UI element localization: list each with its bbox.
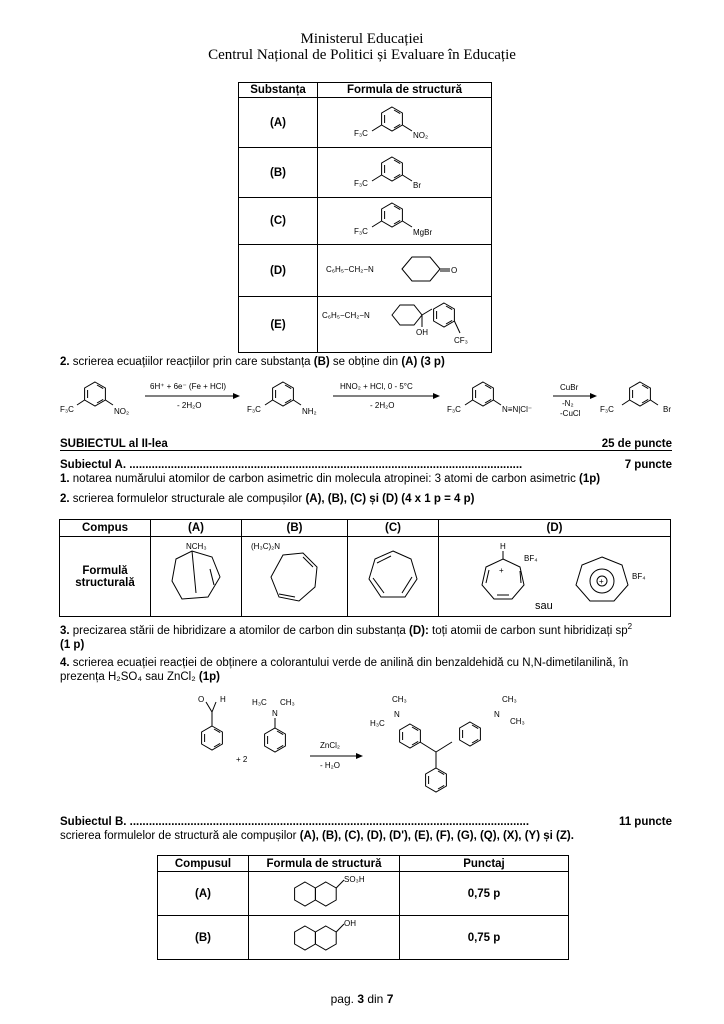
svg-text:- 2H₂O: - 2H₂O	[177, 401, 202, 410]
svg-text:-N₂: -N₂	[562, 399, 574, 408]
svg-text:ZnCl₂: ZnCl₂	[320, 741, 340, 750]
svg-text:+: +	[598, 577, 604, 586]
svg-text:+ 2: + 2	[236, 755, 248, 764]
subA-item1: 1. notarea numărului atomilor de carbon asimetric din molecula atropinei: 3 atomi de carbon asimetric (1p)	[60, 473, 601, 485]
svg-text:CH₃: CH₃	[510, 717, 525, 726]
col-substanta: Substanța	[239, 83, 318, 98]
svg-text:H: H	[499, 542, 506, 551]
svg-text:6H⁺ + 6e⁻ (Fe + HCl): 6H⁺ + 6e⁻ (Fe + HCl)	[150, 382, 227, 391]
svg-text:CuBr: CuBr	[560, 383, 579, 392]
row-label-a: (A)	[239, 98, 318, 148]
formula-c	[318, 198, 492, 245]
row-label-formula: Formulă structurală	[60, 537, 151, 617]
f3c-c: F₃C	[353, 227, 368, 236]
svg-text:F₃C: F₃C	[247, 405, 261, 414]
svg-text:CH₃: CH₃	[280, 698, 295, 707]
svg-text:+: +	[498, 566, 504, 575]
chain-e: C₆H₅−CH₂−N	[321, 311, 370, 320]
header-center: Centrul Național de Politici și Evaluare în Educație	[208, 47, 516, 63]
header-ministry: Ministerul Educației	[300, 31, 424, 47]
svg-text:CH₃: CH₃	[502, 695, 517, 704]
formula-e	[318, 297, 492, 353]
svg-text:N: N	[272, 709, 278, 718]
svg-text:SO₃H: SO₃H	[344, 875, 365, 884]
oh-e: OH	[415, 328, 428, 337]
svg-text:N: N	[494, 710, 500, 719]
col-formula: Formula de structură	[318, 83, 492, 98]
svg-text:- H₂O: - H₂O	[320, 761, 340, 770]
svg-text:NO₂: NO₂	[114, 407, 130, 416]
svg-text:HNO₂ + HCl, 0 - 5°C: HNO₂ + HCl, 0 - 5°C	[340, 382, 413, 391]
svg-text:N≡N|Cl⁻: N≡N|Cl⁻	[502, 405, 533, 414]
svg-text:BF₄: BF₄	[631, 572, 645, 581]
page-footer: pag. 3 din 7	[330, 992, 394, 1006]
chain-d: C₆H₅−CH₂−N	[325, 265, 374, 274]
svg-text:O: O	[198, 695, 205, 704]
mgbr-c: MgBr	[412, 228, 432, 237]
svg-text:F₃C: F₃C	[447, 405, 461, 414]
subA-heading: Subiectul A. ........................................................................................................................... 7 puncte	[60, 459, 672, 471]
no2-a: NO₂	[412, 131, 428, 140]
svg-text:- 2H₂O: - 2H₂O	[370, 401, 395, 410]
svg-text:Br: Br	[663, 405, 671, 414]
svg-text:F₃C: F₃C	[600, 405, 614, 414]
svg-text:F₃C: F₃C	[60, 405, 74, 414]
subB-intro: scrierea formulelor de structură ale compușilor (A), (B), (C), (D), (D'), (E), (F), (G), (Q), (X), (Y) și (Z).	[60, 830, 574, 842]
svg-text:(H₃C)₂N: (H₃C)₂N	[251, 542, 281, 551]
f3c-b: F₃C	[353, 179, 368, 188]
q2-text: 2. scrierea ecuațiilor reacțiilor prin care substanța (B) se obține din (A) (3 p)	[60, 356, 445, 368]
compound-b	[242, 537, 348, 617]
subB-heading: Subiectul B. ............................................................................................................................. 11 puncte	[60, 816, 672, 828]
svg-text:sau: sau	[534, 600, 553, 612]
formula-a	[318, 98, 492, 148]
svg-text:BF₄: BF₄	[523, 554, 537, 563]
subB-table: Compusul Formula de structură Punctaj (A) SO₃H 0,75 p (B) OH 0,75 p	[157, 855, 569, 960]
subA-item3: 3. precizarea stării de hibridizare a atomilor de carbon din substanța (D): toți atomii de carbon sunt hibridizați $sp^2$ (1 p)	[60, 622, 633, 651]
svg-text:-CuCl: -CuCl	[560, 409, 581, 418]
ketone-d: O	[450, 266, 457, 275]
svg-text:NCH₃: NCH₃	[186, 542, 207, 551]
svg-text:H₃C: H₃C	[252, 698, 267, 707]
row-label-d: (D)	[239, 245, 318, 297]
substances-table	[238, 82, 492, 353]
subA-table: Compus (A) (B) (C) (D) Formulă structurală NCH₃ (H₃C)₂N H + BF₄ sau + BF₄	[59, 519, 671, 617]
row-label-c: (C)	[239, 198, 318, 245]
svg-text:CH₃: CH₃	[392, 695, 407, 704]
row-label-e: (E)	[239, 297, 318, 353]
formula-b	[318, 148, 492, 198]
compound-d	[439, 537, 671, 617]
compound-a	[151, 537, 242, 617]
compound-c	[348, 537, 439, 617]
svg-text:OH: OH	[344, 919, 356, 928]
svg-text:NH₂: NH₂	[302, 407, 317, 416]
reaction-scheme	[180, 690, 560, 810]
cf3-e: CF₃	[453, 336, 468, 345]
naphthol	[249, 916, 400, 960]
row-label-b: (B)	[239, 148, 318, 198]
subject2-heading: SUBIECTUL al II-lea 25 de puncte	[60, 438, 672, 450]
svg-text:N: N	[394, 710, 400, 719]
formula-d	[318, 245, 492, 297]
f3c-a: F₃C	[353, 129, 368, 138]
q2-scheme	[55, 372, 685, 427]
br-b: Br	[412, 181, 421, 190]
subA-item4: 4. scrierea ecuației reacției de obținere a colorantului verde de anilină din benzaldehidă cu N,N-dimetilanilină, în prezența H₂SO₄ sau ZnCl₂ (1p)	[60, 657, 629, 683]
subA-item2: 2. scrierea formulelor structurale ale compușilor (A), (B), (C) și (D) (4 x 1 p = 4 p)	[60, 493, 475, 505]
naphthalene-sulfonic	[249, 872, 400, 916]
svg-text:H: H	[220, 695, 226, 704]
svg-text:H₃C: H₃C	[370, 719, 385, 728]
